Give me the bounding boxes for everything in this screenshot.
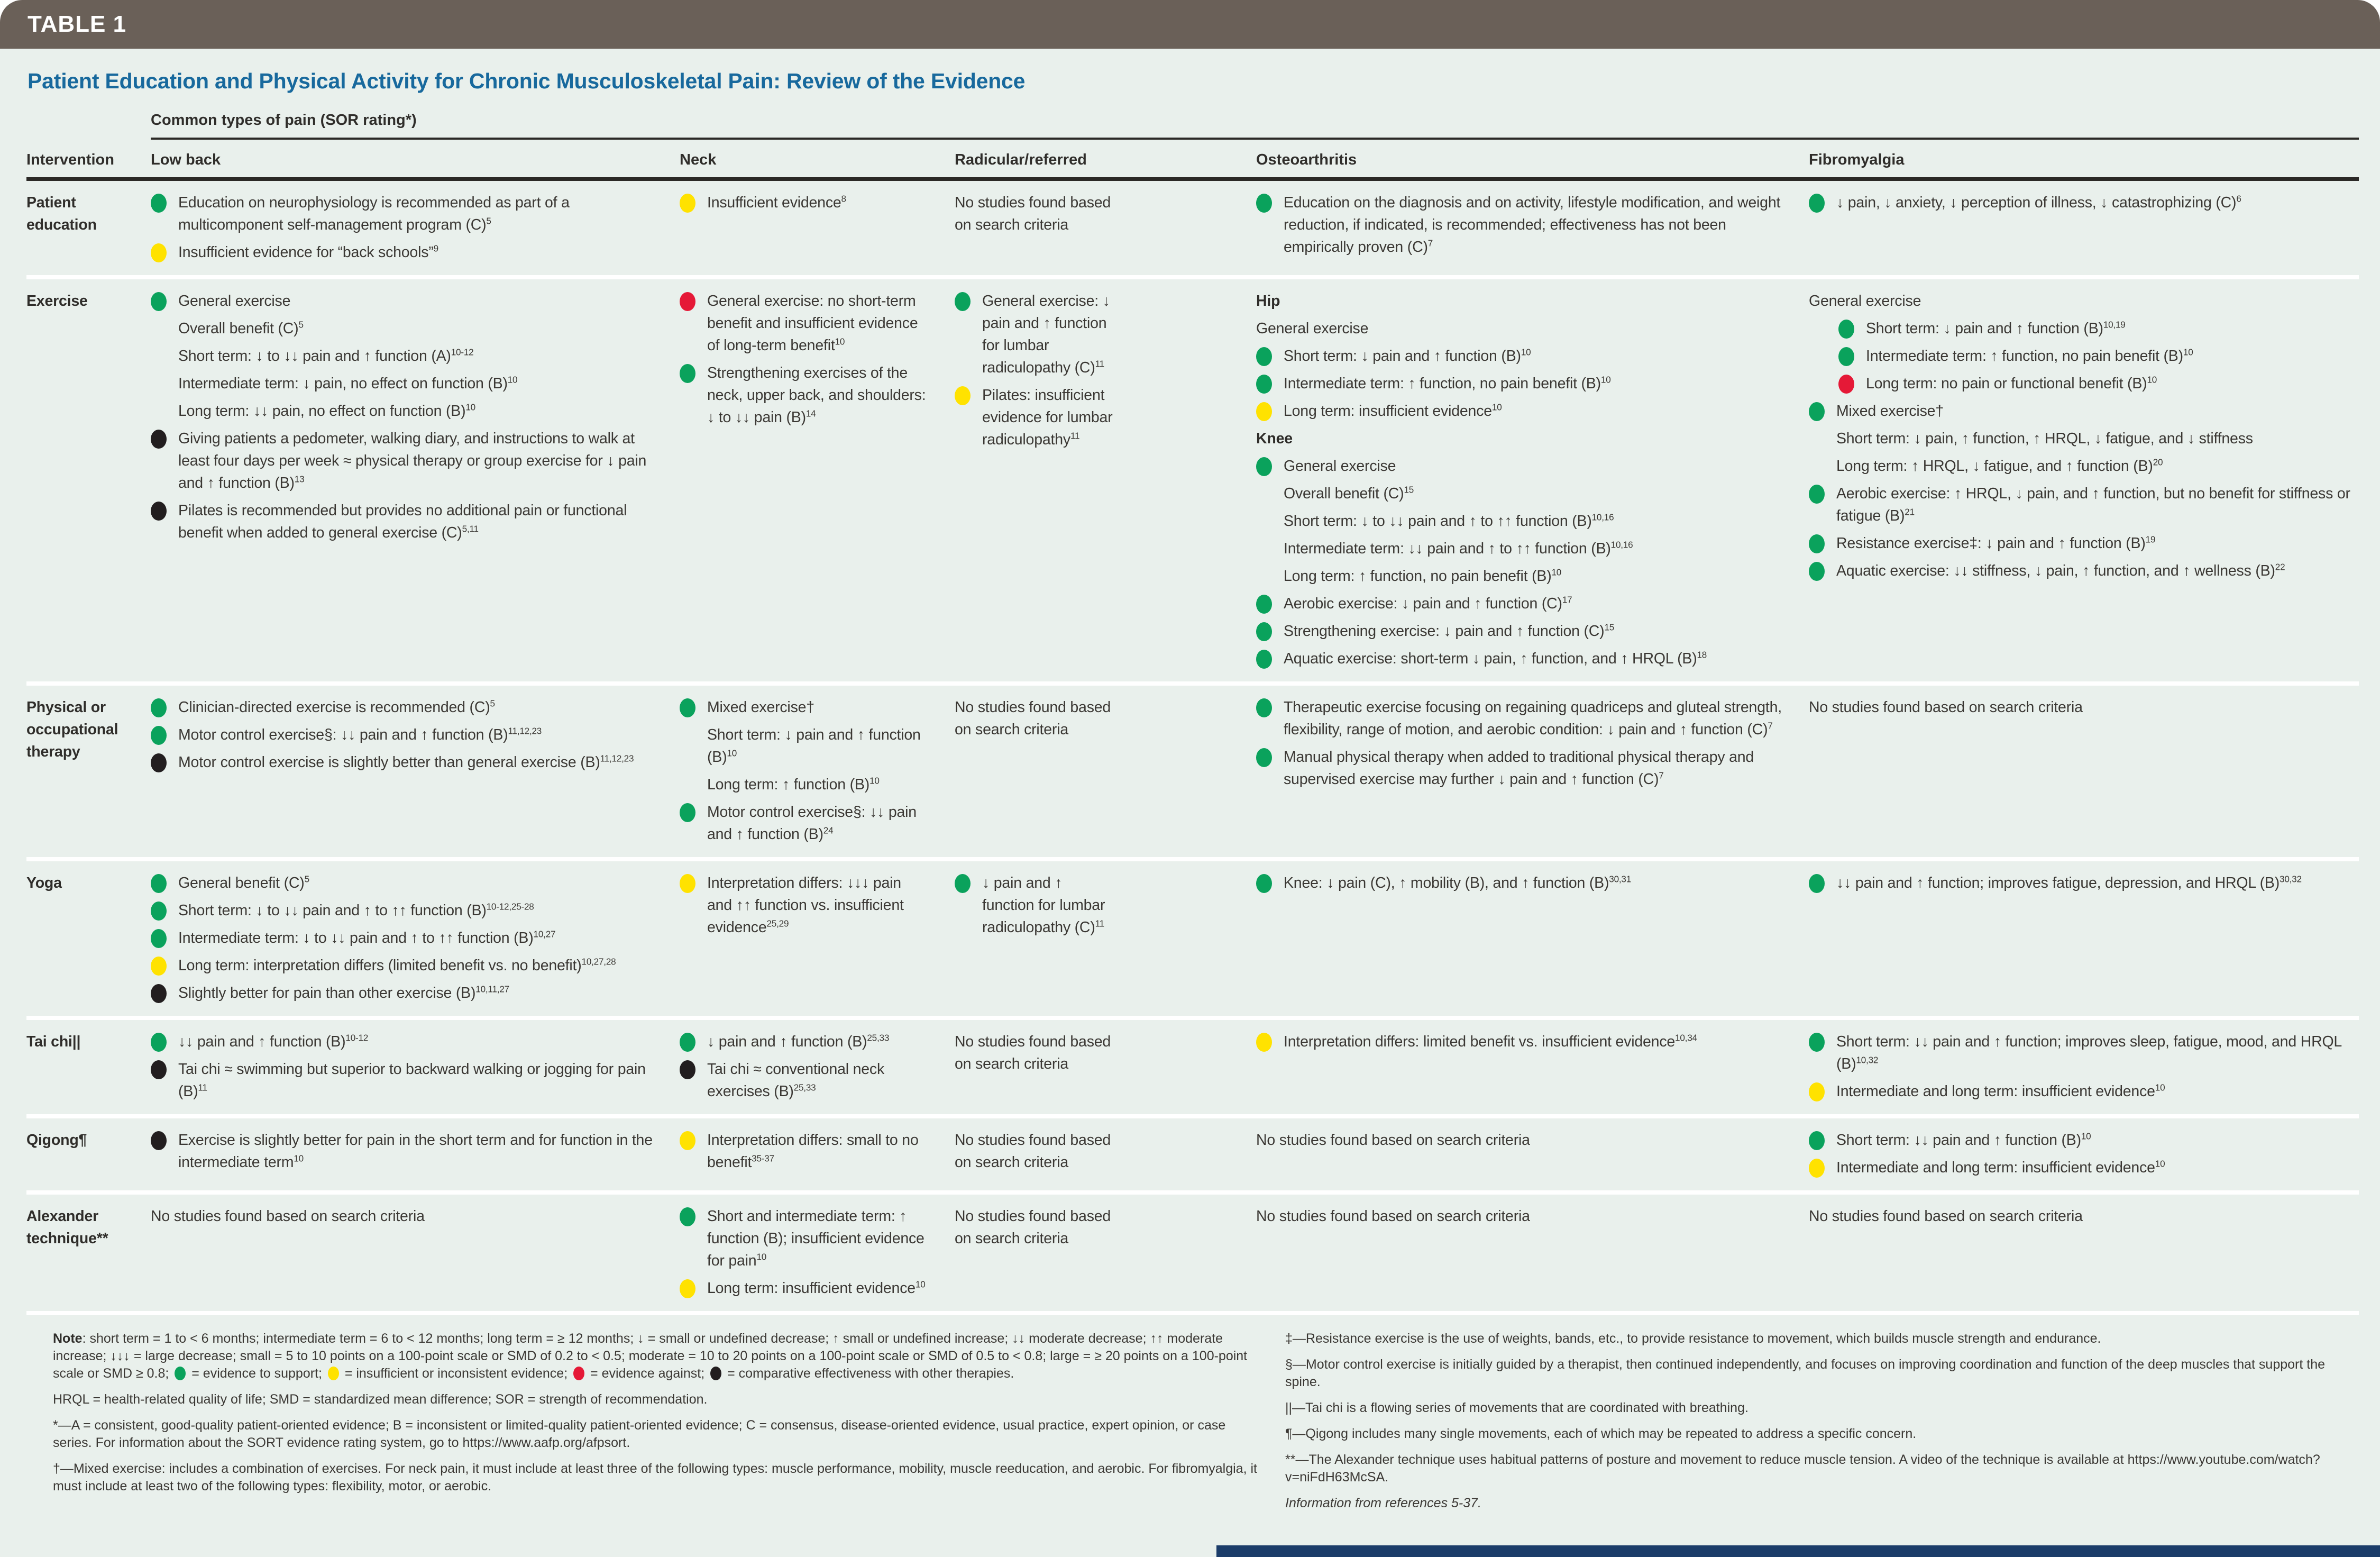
evidence-text: General exercise: no short-term benefit and insufficient evidence of long-term benefit$^{10}$ xyxy=(707,293,918,354)
evidence-text: Interpretation differs: small to no benefit$^{35-37}$ xyxy=(707,1132,919,1171)
cell-alexander-technique-fibromyalgia xyxy=(1809,1195,2359,1311)
evidence-item xyxy=(1809,1080,2350,1103)
cell-alexander-technique-radicular xyxy=(955,1195,1256,1311)
yellow-dot-icon xyxy=(680,1279,695,1298)
evidence-text: Intermediate term: ↑ function, no pain benefit $(B)^{10}$ xyxy=(1866,347,2193,365)
evidence-text: Mixed exercise† xyxy=(1836,403,1944,420)
cell-yoga-fibromyalgia xyxy=(1809,861,2359,1016)
evidence-text: Intermediate term: ↓ pain, no effect on function $(B)^{10}$ xyxy=(178,375,518,392)
evidence-text: No studies found based on search criteria xyxy=(151,1208,425,1225)
evidence-item xyxy=(1809,290,2350,312)
yellow-dot-icon xyxy=(1256,402,1272,421)
green-dot-icon xyxy=(680,698,695,717)
evidence-item xyxy=(151,400,654,422)
cell-patient-education-low_back xyxy=(151,181,680,275)
evidence-item xyxy=(1809,1031,2350,1075)
green-dot-icon xyxy=(1256,622,1272,641)
evidence-text: No studies found based on search criteria xyxy=(1256,1132,1530,1149)
evidence-text: Intermediate term: ↓↓ pain and ↑ to ↑↑ function $(B)^{10,16}$ xyxy=(1284,540,1633,557)
evidence-item xyxy=(1809,696,2350,718)
yellow-dot-icon xyxy=(680,874,695,893)
row-label-qigong: Qigong¶ xyxy=(26,1132,87,1149)
green-dot-icon xyxy=(1256,698,1272,717)
evidence-item xyxy=(1256,510,1783,532)
evidence-text: Motor control exercise§: ↓↓ pain and ↑ function $(B)^{11,12,23}$ xyxy=(178,726,542,743)
evidence-text: ↓ pain and ↑ function $(B)^{25,33}$ xyxy=(707,1033,890,1050)
black-dot-icon xyxy=(151,1131,167,1150)
evidence-item xyxy=(1809,560,2350,582)
evidence-item xyxy=(680,1205,929,1272)
evidence-item xyxy=(1256,372,1783,395)
footnote-text: ‡—Resistance exercise is the use of weights, bands, etc., to provide resistance to movement, which builds muscle strength and endurance. xyxy=(1285,1331,2101,1346)
evidence-item xyxy=(151,696,654,718)
bottom-accent-bar xyxy=(1216,1545,2380,1557)
evidence-text: Exercise is slightly better for pain in the short term and for function in the intermediate term$^{10}$ xyxy=(178,1132,653,1171)
row-label-alexander-technique: Alexander technique** xyxy=(26,1208,108,1247)
evidence-item xyxy=(1256,1129,1783,1151)
footnote-section xyxy=(26,1311,2359,1528)
green-dot-icon xyxy=(1256,874,1272,893)
cell-patient-education-radicular xyxy=(955,181,1256,275)
evidence-text: ↓ pain and ↑ function for lumbar radiculopathy $(C)^{11}$ xyxy=(982,875,1105,936)
evidence-text: Intermediate term: ↑ function, no pain benefit $(B)^{10}$ xyxy=(1284,375,1611,392)
evidence-item xyxy=(151,345,654,367)
cell-exercise-osteoarthritis xyxy=(1256,279,1809,681)
green-dot-icon xyxy=(1809,1131,1825,1150)
evidence-item xyxy=(680,696,929,718)
green-dot-icon xyxy=(1256,595,1272,614)
cell-qigong-radicular xyxy=(955,1118,1256,1190)
evidence-item xyxy=(151,372,654,395)
evidence-text: Short term: ↓↓ pain and ↑ function; improves sleep, fatigue, mood, and HRQL $(B)^{10,32}$ xyxy=(1836,1033,2342,1072)
evidence-text: Motor control exercise is slightly better than general exercise $(B)^{11,12,23}$ xyxy=(178,753,634,771)
row-label-patient-education: Patient education xyxy=(26,194,97,233)
evidence-item xyxy=(680,724,929,768)
green-dot-icon xyxy=(680,803,695,822)
evidence-item xyxy=(151,427,654,494)
evidence-text: Knee xyxy=(1256,430,1293,447)
evidence-text: Education on the diagnosis and on activity, lifestyle modification, and weight reduction, if indicated, is recommended; effectiveness has not been empirically proven $(C)^7$ xyxy=(1284,194,1781,256)
evidence-item xyxy=(955,696,1114,741)
evidence-item xyxy=(151,954,654,977)
evidence-text: Resistance exercise‡: ↓ pain and ↑ function $(B)^{19}$ xyxy=(1836,534,2156,552)
evidence-text: Long term: no pain or functional benefit $(B)^{10}$ xyxy=(1866,375,2157,392)
evidence-text: Short term: ↓ to ↓↓ pain and ↑ to ↑↑ function $(B)^{10,16}$ xyxy=(1284,512,1614,530)
green-dot-icon xyxy=(1809,1033,1825,1052)
red-dot-icon xyxy=(680,292,695,311)
green-dot-icon xyxy=(151,902,167,921)
evidence-text: Therapeutic exercise focusing on regaining quadriceps and gluteal strength, flexibility, range of motion, and aerobic condition: ↓ pain and ↑ function $(C)^7$ xyxy=(1284,699,1782,738)
cell-physical-or-occupational-therapy-fibromyalgia xyxy=(1809,686,2359,857)
row-label-exercise: Exercise xyxy=(26,293,88,309)
evidence-item xyxy=(151,751,654,773)
cell-exercise-neck xyxy=(680,279,955,681)
evidence-item xyxy=(1809,1205,2350,1227)
evidence-item xyxy=(151,927,654,949)
evidence-text: General exercise xyxy=(178,293,291,309)
footnote-text: HRQL = health-related quality of life; SMD = standardized mean difference; SOR = strength of recommendation. xyxy=(53,1392,708,1407)
col-header-radicular-referred: Radicular/referred xyxy=(955,151,1087,168)
evidence-item xyxy=(151,724,654,746)
green-dot-icon xyxy=(1256,650,1272,669)
cell-exercise-low_back xyxy=(151,279,680,681)
evidence-item xyxy=(680,192,929,214)
evidence-text: Long term: ↑ function $(B)^{10}$ xyxy=(707,776,880,793)
yellow-dot-icon xyxy=(680,1131,695,1150)
evidence-item xyxy=(1256,696,1783,741)
table-row-patient-education xyxy=(26,181,2359,275)
evidence-text: Mixed exercise† xyxy=(707,699,814,716)
table-card xyxy=(0,49,2380,1557)
green-dot-icon xyxy=(1809,534,1825,553)
evidence-text: Pilates: insufficient evidence for lumbar radiculopathy$^{11}$ xyxy=(982,387,1113,448)
evidence-text: Long term: ↑ function, no pain benefit $(B)^{10}$ xyxy=(1284,567,1562,585)
evidence-text: Intermediate term: ↓ to ↓↓ pain and ↑ to ↑↑ function $(B)^{10,27}$ xyxy=(178,929,556,946)
cell-exercise-radicular xyxy=(955,279,1256,681)
evidence-item xyxy=(955,192,1114,236)
green-dot-icon xyxy=(175,1367,186,1380)
evidence-item xyxy=(1256,192,1783,258)
evidence-item xyxy=(955,872,1114,939)
table-row-exercise xyxy=(26,275,2359,681)
evidence-text: No studies found based on search criteria xyxy=(1256,1208,1530,1225)
black-dot-icon xyxy=(680,1060,695,1079)
green-dot-icon xyxy=(151,194,167,213)
black-dot-icon xyxy=(151,753,167,772)
green-dot-icon xyxy=(1256,347,1272,366)
evidence-text: Short term: ↓ pain and ↑ function $(B)^{10,19}$ xyxy=(1866,320,2126,337)
evidence-text: Strengthening exercises of the neck, upper back, and shoulders: ↓ to ↓↓ pain $(B)^{14}$ xyxy=(707,365,926,426)
evidence-text: No studies found based on search criteria xyxy=(1809,1208,2083,1225)
evidence-text: Tai chi ≈ conventional neck exercises $(B)^{25,33}$ xyxy=(707,1061,885,1100)
evidence-text: Long term: ↑ HRQL, ↓ fatigue, and ↑ function $(B)^{20}$ xyxy=(1836,457,2163,475)
col-header-fibromyalgia: Fibromyalgia xyxy=(1809,151,1905,168)
footnote-text: Note: short term = 1 to < 6 months; intermediate term = 6 to < 12 months; long term = ≥ 12 months; ↓ = small or undefined decrease; ↑ small or undefined increase; ↓↓ moderate decrease; ↑↑ moderate increase; ↓↓↓ = large decrease; small = 5 to 10 points on a 100-point scale or SMD of 0.2 to < 0.5; moderate = 10 to 20 points on a 100-point scale or SMD of 0.5 to < 0.8; large = ≥ 20 points on a 100-point scale or SMD ≥ 0.8; = evidence to support; = insufficient or inconsistent evidence; = evidence against; = comparative effectiveness with other therapies. xyxy=(53,1331,1248,1381)
evidence-item xyxy=(151,899,654,922)
evidence-text: Insufficient evidence$^8$ xyxy=(707,194,846,211)
evidence-item xyxy=(1256,317,1783,340)
green-dot-icon xyxy=(955,874,971,893)
evidence-table-body xyxy=(26,181,2359,1311)
evidence-item xyxy=(1256,427,1783,450)
evidence-item xyxy=(680,1058,929,1103)
evidence-text: Education on neurophysiology is recommended as part of a multicomponent self-management program $(C)^5$ xyxy=(178,194,570,233)
evidence-text: Motor control exercise§: ↓↓ pain and ↑ function $(B)^{24}$ xyxy=(707,804,917,843)
evidence-text: Short term: ↓ pain and ↑ function $(B)^{10}$ xyxy=(1284,347,1531,365)
cell-patient-education-fibromyalgia xyxy=(1809,181,2359,275)
yellow-dot-icon xyxy=(328,1367,339,1380)
green-dot-icon xyxy=(1256,457,1272,476)
footnote-text: ¶—Qigong includes many single movements, each of which may be repeated to address a specific concern. xyxy=(1285,1426,1917,1441)
green-dot-icon xyxy=(680,1033,695,1052)
green-dot-icon xyxy=(151,726,167,745)
evidence-item xyxy=(1838,317,2350,340)
evidence-item xyxy=(680,1031,929,1053)
evidence-item xyxy=(151,1129,654,1173)
col-header-osteoarthritis: Osteoarthritis xyxy=(1256,151,1357,168)
yellow-dot-icon xyxy=(1809,1159,1825,1178)
green-dot-icon xyxy=(151,874,167,893)
green-dot-icon xyxy=(1809,562,1825,581)
evidence-text: Short and intermediate term: ↑ function (B); insufficient evidence for pain$^{10}$ xyxy=(707,1208,924,1269)
evidence-item xyxy=(955,384,1114,451)
evidence-text: Short term: ↓ to ↓↓ pain and ↑ to ↑↑ function $(B)^{10-12,25-28}$ xyxy=(178,902,534,919)
green-dot-icon xyxy=(680,1207,695,1226)
green-dot-icon xyxy=(1256,375,1272,394)
evidence-item xyxy=(1809,532,2350,554)
evidence-item xyxy=(1838,372,2350,395)
black-dot-icon xyxy=(151,984,167,1003)
evidence-item xyxy=(1838,345,2350,367)
evidence-item xyxy=(680,773,929,796)
evidence-item xyxy=(1256,565,1783,587)
evidence-text: Clinician-directed exercise is recommended $(C)^5$ xyxy=(178,698,495,716)
green-dot-icon xyxy=(151,929,167,948)
evidence-text: Giving patients a pedometer, walking diary, and instructions to walk at least four days per week ≈ physical therapy or group exercise for ↓ pain and ↑ function $(B)^{13}$ xyxy=(178,430,647,491)
red-dot-icon xyxy=(1838,375,1854,394)
evidence-item xyxy=(151,1058,654,1103)
evidence-text: Short term: ↓ pain, ↑ function, ↑ HRQL, ↓ fatigue, and ↓ stiffness xyxy=(1836,430,2253,447)
evidence-item xyxy=(1809,872,2350,894)
evidence-item xyxy=(1256,290,1783,312)
footnote-left-column xyxy=(53,1330,1259,1512)
cell-tai-chi-fibromyalgia xyxy=(1809,1020,2359,1114)
evidence-item xyxy=(1809,427,2350,450)
evidence-text: Aerobic exercise: ↓ pain and ↑ function $(C)^{17}$ xyxy=(1284,595,1572,612)
green-dot-icon xyxy=(1838,347,1854,366)
green-dot-icon xyxy=(955,292,971,311)
evidence-text: General benefit $(C)^5$ xyxy=(178,874,309,891)
evidence-item xyxy=(680,290,929,357)
evidence-item xyxy=(151,317,654,340)
table-row-tai-chi xyxy=(26,1016,2359,1114)
cell-yoga-neck xyxy=(680,861,955,1016)
evidence-text: No studies found based on search criteria xyxy=(1809,699,2083,716)
evidence-item xyxy=(1809,455,2350,477)
cell-tai-chi-radicular xyxy=(955,1020,1256,1114)
cell-exercise-fibromyalgia xyxy=(1809,279,2359,681)
footnote-text: **—The Alexander technique uses habitual patterns of posture and movement to reduce muscle tension. A video of the technique is available at https://www.youtube.com/watch?v=niFdH63McSA. xyxy=(1285,1452,2320,1485)
evidence-text: General exercise xyxy=(1809,293,1921,309)
evidence-item xyxy=(151,1205,654,1227)
evidence-item xyxy=(1256,455,1783,477)
evidence-text: Strengthening exercise: ↓ pain and ↑ function $(C)^{15}$ xyxy=(1284,622,1615,640)
row-label-yoga: Yoga xyxy=(26,875,62,891)
table-content xyxy=(0,112,2380,1528)
evidence-text: Overall benefit $(C)^5$ xyxy=(178,320,304,337)
evidence-item xyxy=(955,290,1114,379)
column-header-row xyxy=(26,140,2359,181)
cell-yoga-osteoarthritis xyxy=(1256,861,1809,1016)
evidence-text: Aerobic exercise: ↑ HRQL, ↓ pain, and ↑ function, but no benefit for stiffness or fatigue $(B)^{21}$ xyxy=(1836,485,2350,524)
evidence-text: Interpretation differs: ↓↓↓ pain and ↑↑ function vs. insufficient evidence$^{25,29}$ xyxy=(707,875,904,936)
red-dot-icon xyxy=(573,1367,584,1380)
table-header-bar xyxy=(0,0,2380,49)
cell-yoga-low_back xyxy=(151,861,680,1016)
cell-patient-education-neck xyxy=(680,181,955,275)
evidence-item xyxy=(955,1031,1114,1075)
cell-qigong-osteoarthritis xyxy=(1256,1118,1809,1190)
black-dot-icon xyxy=(710,1367,721,1380)
footnote-text: ||—Tai chi is a flowing series of movements that are coordinated with breathing. xyxy=(1285,1400,1749,1415)
col-header-low-back: Low back xyxy=(151,151,221,168)
col-header-intervention: Intervention xyxy=(26,151,114,168)
cell-physical-or-occupational-therapy-osteoarthritis xyxy=(1256,686,1809,857)
evidence-item xyxy=(680,362,929,429)
evidence-item xyxy=(151,192,654,236)
evidence-item xyxy=(680,1129,929,1173)
cell-tai-chi-low_back xyxy=(151,1020,680,1114)
evidence-text: ↓↓ pain and ↑ function $(B)^{10-12}$ xyxy=(178,1033,369,1050)
evidence-text: Hip xyxy=(1256,293,1280,309)
green-dot-icon xyxy=(1256,194,1272,213)
cell-qigong-low_back xyxy=(151,1118,680,1190)
col-header-neck: Neck xyxy=(680,151,717,168)
yellow-dot-icon xyxy=(151,243,167,262)
evidence-item xyxy=(955,1205,1114,1250)
footnote-text: Information from references 5-37. xyxy=(1285,1496,1481,1510)
evidence-text: No studies found based on search criteria xyxy=(955,1132,1111,1171)
row-label-physical-or-occupational-therapy: Physical or occupational therapy xyxy=(26,699,118,760)
green-dot-icon xyxy=(151,292,167,311)
evidence-item xyxy=(1809,400,2350,422)
footnote-right-column xyxy=(1285,1330,2338,1512)
evidence-item xyxy=(680,801,929,845)
evidence-text: ↓↓ pain and ↑ function; improves fatigue, depression, and HRQL $(B)^{30,32}$ xyxy=(1836,874,2302,891)
table-row-qigong xyxy=(26,1114,2359,1190)
yellow-dot-icon xyxy=(955,386,971,405)
evidence-text: Aquatic exercise: ↓↓ stiffness, ↓ pain, ↑ function, and ↑ wellness $(B)^{22}$ xyxy=(1836,562,2285,579)
evidence-text: Short term: ↓ pain and ↑ function $(B)^{10}$ xyxy=(707,726,921,766)
cell-physical-or-occupational-therapy-radicular xyxy=(955,686,1256,857)
green-dot-icon xyxy=(1809,194,1825,213)
evidence-text: Long term: insufficient evidence$^{10}$ xyxy=(1284,402,1502,420)
cell-physical-or-occupational-therapy-low_back xyxy=(151,686,680,857)
evidence-item xyxy=(151,241,654,263)
evidence-item xyxy=(955,1129,1114,1173)
evidence-item xyxy=(151,1031,654,1053)
evidence-item xyxy=(1809,192,2350,214)
cell-alexander-technique-osteoarthritis xyxy=(1256,1195,1809,1311)
evidence-text: ↓ pain, ↓ anxiety, ↓ perception of illness, ↓ catastrophizing $(C)^6$ xyxy=(1836,194,2241,211)
evidence-text: Short term: ↓↓ pain and ↑ function $(B)^{10}$ xyxy=(1836,1131,2091,1149)
cell-alexander-technique-low_back xyxy=(151,1195,680,1311)
pain-group-header: Common types of pain (SOR rating*) xyxy=(151,112,2359,140)
evidence-item xyxy=(1256,345,1783,367)
yellow-dot-icon xyxy=(1256,1033,1272,1052)
evidence-item xyxy=(1256,1205,1783,1227)
footnote-text: †—Mixed exercise: includes a combination of exercises. For neck pain, it must include at least three of the following types: muscle performance, mobility, muscle reeducation, and aerobic. For fibromyalgia, it must include at least two of the following types: flexibility, motor, or aerobic. xyxy=(53,1461,1257,1494)
evidence-text: General exercise xyxy=(1284,458,1396,475)
evidence-item xyxy=(1809,1157,2350,1179)
evidence-item xyxy=(1256,593,1783,615)
evidence-text: Long term: insufficient evidence$^{10}$ xyxy=(707,1279,926,1297)
evidence-item xyxy=(151,872,654,894)
black-dot-icon xyxy=(151,502,167,521)
evidence-text: General exercise xyxy=(1256,320,1369,337)
table-title: Patient Education and Physical Activity for Chronic Musculoskeletal Pain: Review of the Evidence xyxy=(28,69,1026,93)
evidence-item xyxy=(1809,482,2350,527)
evidence-item xyxy=(151,290,654,312)
black-dot-icon xyxy=(151,1060,167,1079)
green-dot-icon xyxy=(1809,874,1825,893)
evidence-text: Intermediate and long term: insufficient evidence$^{10}$ xyxy=(1836,1082,2165,1100)
evidence-text: Short term: ↓ to ↓↓ pain and ↑ function $(A)^{10-12}$ xyxy=(178,347,474,365)
footnote-text: §—Motor control exercise is initially guided by a therapist, then continued independently, and focuses on improving coordination and function of the deep muscles that support the spine. xyxy=(1285,1357,2326,1389)
evidence-text: General exercise: ↓ pain and ↑ function for lumbar radiculopathy $(C)^{11}$ xyxy=(982,293,1110,376)
cell-qigong-fibromyalgia xyxy=(1809,1118,2359,1190)
evidence-item xyxy=(1256,648,1783,670)
evidence-item xyxy=(680,1277,929,1299)
evidence-text: Slightly better for pain than other exercise $(B)^{10,11,27}$ xyxy=(178,984,509,1001)
table-label: TABLE 1 xyxy=(28,11,127,37)
green-dot-icon xyxy=(1838,320,1854,339)
green-dot-icon xyxy=(1809,402,1825,421)
yellow-dot-icon xyxy=(680,194,695,213)
evidence-text: Manual physical therapy when added to traditional physical therapy and supervised exercise may further ↓ pain and ↑ function $(C)^7$ xyxy=(1284,749,1754,788)
green-dot-icon xyxy=(1809,485,1825,504)
cell-physical-or-occupational-therapy-neck xyxy=(680,686,955,857)
green-dot-icon xyxy=(1256,748,1272,767)
evidence-item xyxy=(1256,746,1783,790)
cell-qigong-neck xyxy=(680,1118,955,1190)
green-dot-icon xyxy=(680,364,695,383)
cell-patient-education-osteoarthritis xyxy=(1256,181,1809,275)
yellow-dot-icon xyxy=(1809,1082,1825,1101)
table-row-alexander-technique xyxy=(26,1190,2359,1311)
table-row-yoga xyxy=(26,857,2359,1016)
row-label-tai-chi: Tai chi|| xyxy=(26,1033,81,1050)
evidence-text: Overall benefit $(C)^{15}$ xyxy=(1284,485,1414,502)
cell-alexander-technique-neck xyxy=(680,1195,955,1311)
black-dot-icon xyxy=(151,430,167,449)
table-row-physical-or-occupational-therapy xyxy=(26,681,2359,857)
cell-yoga-radicular xyxy=(955,861,1256,1016)
evidence-text: No studies found based on search criteria xyxy=(955,1208,1111,1247)
evidence-item xyxy=(1256,400,1783,422)
green-dot-icon xyxy=(151,698,167,717)
evidence-text: Intermediate and long term: insufficient evidence$^{10}$ xyxy=(1836,1159,2165,1176)
evidence-item xyxy=(151,499,654,544)
evidence-text: Pilates is recommended but provides no additional pain or functional benefit when added to general exercise $(C)^{5,11}$ xyxy=(178,502,627,541)
evidence-text: Long term: interpretation differs (limited benefit vs. no benefit)$^{10,27,28}$ xyxy=(178,957,616,974)
evidence-item xyxy=(1256,620,1783,642)
evidence-text: No studies found based on search criteria xyxy=(955,1033,1111,1072)
evidence-text: No studies found based on search criteria xyxy=(955,699,1111,738)
evidence-text: Aquatic exercise: short-term ↓ pain, ↑ function, and ↑ HRQL $(B)^{18}$ xyxy=(1284,650,1707,667)
evidence-item xyxy=(151,982,654,1004)
evidence-text: Interpretation differs: limited benefit vs. insufficient evidence$^{10,34}$ xyxy=(1284,1033,1697,1050)
cell-tai-chi-neck xyxy=(680,1020,955,1114)
evidence-item xyxy=(1256,1031,1783,1053)
evidence-text: Long term: ↓↓ pain, no effect on function $(B)^{10}$ xyxy=(178,402,475,420)
evidence-item xyxy=(1809,1129,2350,1151)
footnote-text: *—A = consistent, good-quality patient-oriented evidence; B = inconsistent or limited-quality patient-oriented evidence; C = consensus, disease-oriented evidence, usual practice, expert opinion, or case series. For information about the SORT evidence rating system, go to https://www.aafp.org/afpsort. xyxy=(53,1418,1226,1450)
evidence-item xyxy=(1256,872,1783,894)
evidence-text: Insufficient evidence for “back schools”$^9$ xyxy=(178,243,438,261)
evidence-text: Tai chi ≈ swimming but superior to backward walking or jogging for pain $(B)^{11}$ xyxy=(178,1061,646,1100)
cell-tai-chi-osteoarthritis xyxy=(1256,1020,1809,1114)
yellow-dot-icon xyxy=(151,957,167,976)
evidence-item xyxy=(680,872,929,939)
green-dot-icon xyxy=(151,1033,167,1052)
evidence-item xyxy=(1256,538,1783,560)
evidence-text: No studies found based on search criteria xyxy=(955,194,1111,233)
evidence-item xyxy=(1256,482,1783,505)
evidence-text: Knee: ↓ pain (C), ↑ mobility (B), and ↑ function $(B)^{30,31}$ xyxy=(1284,874,1632,891)
